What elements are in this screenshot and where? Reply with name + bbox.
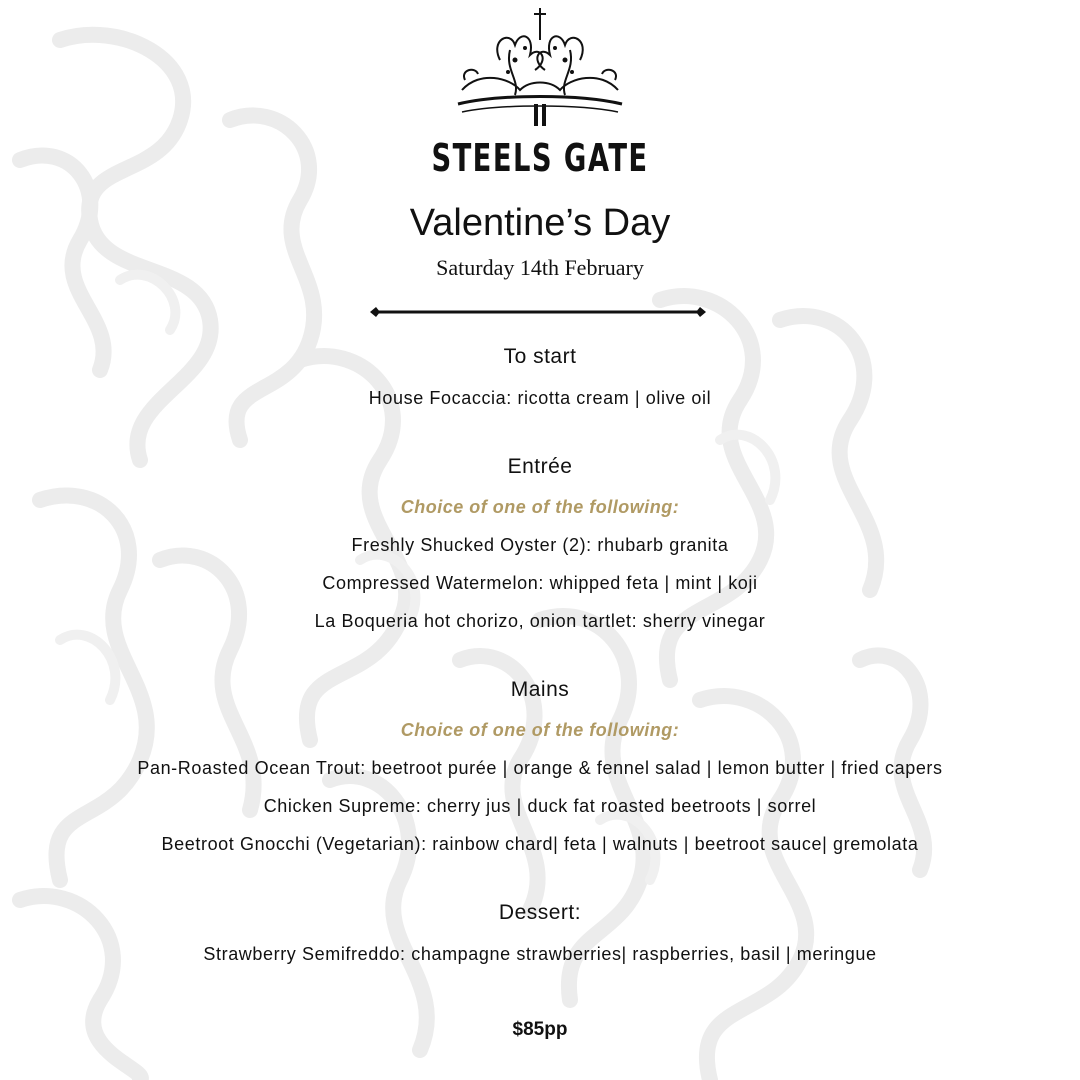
brand-wordmark: STEELS GATE [431,136,649,180]
menu-item: Compressed Watermelon: whipped feta | mint | koji [322,573,758,593]
choice-note-mains: Choice of one of the following: [400,720,680,740]
menu-item: La Boqueria hot chorizo, onion tartlet: sherry vinegar [314,611,766,631]
page-title: Valentine’s Day [409,202,671,244]
menu-item: Beetroot Gnocchi (Vegetarian): rainbow chard| feta | walnuts | beetroot sauce| gremolata [161,834,919,854]
event-date: Saturday 14th February [436,255,644,280]
menu-item: Freshly Shucked Oyster (2): rhubarb granita [351,535,729,555]
section-title-dessert: Dessert: [498,901,582,924]
choice-note-entree: Choice of one of the following: [400,497,680,517]
section-title-mains: Mains [510,678,570,701]
section-title-entree: Entrée [507,455,573,478]
divider-rule [368,304,708,320]
menu-item: Strawberry Semifreddo: champagne strawberries| raspberries, basil | meringue [203,944,877,964]
menu-item: Chicken Supreme: cherry jus | duck fat roasted beetroots | sorrel [263,796,817,816]
section-title-to-start: To start [503,345,577,368]
price-per-person: $85pp [512,1019,568,1040]
menu-item: House Focaccia: ricotta cream | olive oil [368,388,712,408]
menu-item: Pan-Roasted Ocean Trout: beetroot purée | orange & fennel salad | lemon butter | fried capers [137,758,943,778]
